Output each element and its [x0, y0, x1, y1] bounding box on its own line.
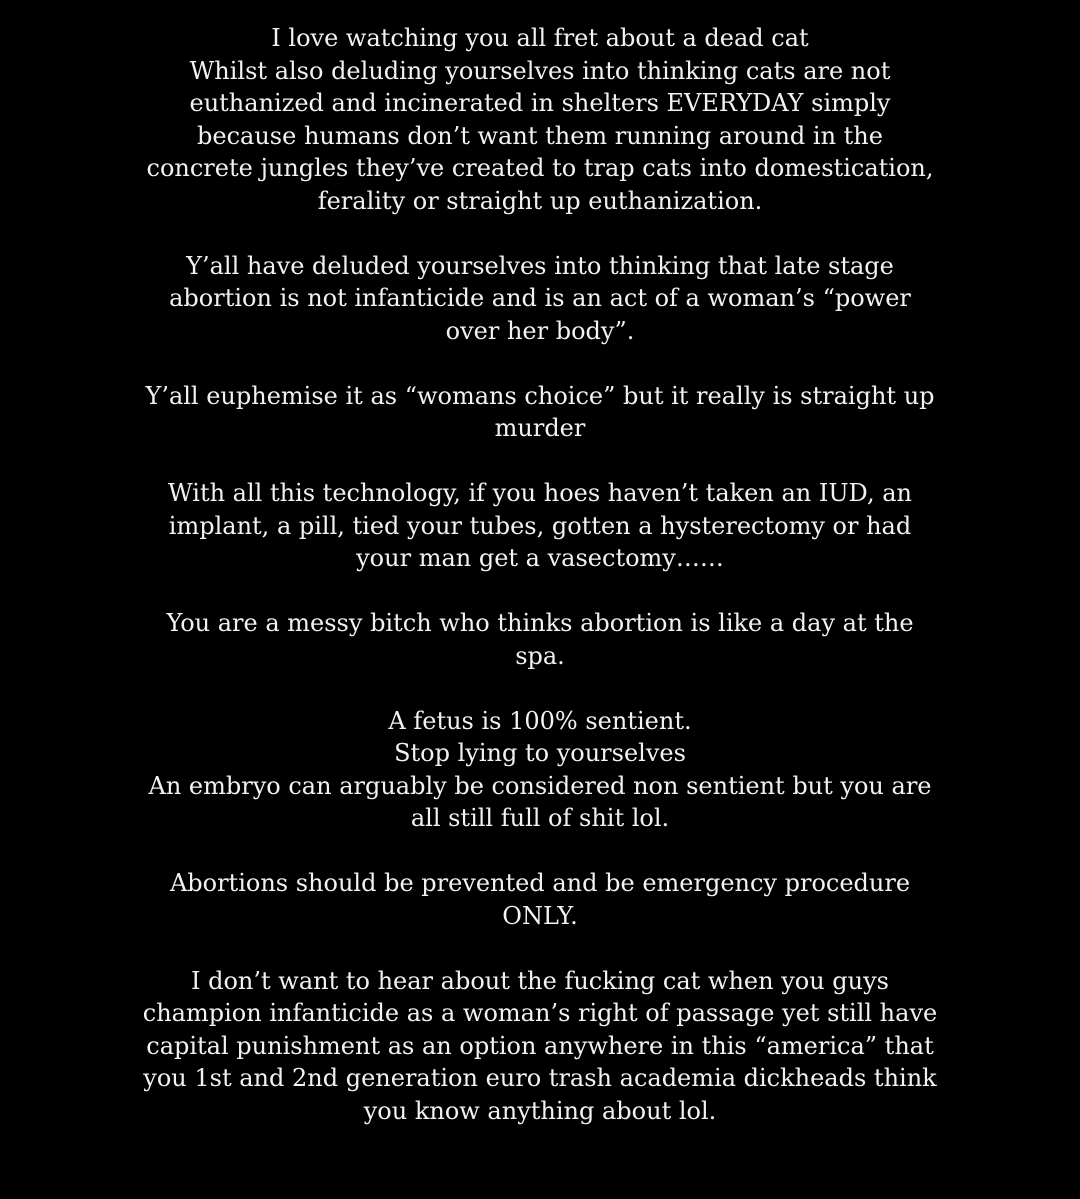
story-paragraph: [140, 867, 940, 932]
story-line: capital punishment as an option anywhere in this “america” that: [146, 1031, 934, 1060]
story-line: abortion is not infanticide and is an act of a woman’s “power: [169, 284, 911, 312]
story-line: champion infanticide as a woman’s right of passage yet still have: [142, 999, 938, 1027]
story-paragraph: [140, 477, 940, 575]
story-paragraph: [140, 380, 940, 445]
story-line: Y’all have deluded yourselves into thinking that late stage: [186, 251, 894, 280]
story-line: euthanized and incinerated in shelters EVERYDAY simply: [189, 89, 891, 117]
story-line: Whilst also deluding yourselves into thinking cats are not: [189, 56, 891, 85]
story-line: ferality or straight up euthanization.: [317, 186, 763, 215]
story-line: spa.: [515, 641, 565, 670]
story-line: your man get a vasectomy……: [356, 544, 724, 572]
story-line: because humans don’t want them running around in the: [197, 121, 883, 150]
story-line: I don’t want to hear about the fucking cat when you guys: [191, 966, 889, 995]
story-line: over her body”.: [445, 316, 635, 345]
story-line: Stop lying to yourselves: [394, 739, 686, 767]
story-line: ONLY.: [502, 901, 578, 930]
story-line: Abortions should be prevented and be emergency procedure: [169, 869, 911, 897]
story-line: you know anything about lol.: [363, 1096, 717, 1125]
story-line: murder: [494, 414, 586, 442]
story-paragraph: [140, 705, 940, 835]
story-line: I love watching you all fret about a dead cat: [271, 24, 809, 52]
story-line: You are a messy bitch who thinks abortion is like a day at the: [166, 609, 914, 637]
story-line: all still full of shit lol.: [410, 804, 670, 832]
story-paragraph: [140, 607, 940, 672]
story-line: With all this technology, if you hoes haven’t taken an IUD, an: [168, 479, 912, 507]
story-paragraph: [140, 22, 940, 217]
story-line: you 1st and 2nd generation euro trash academia dickheads think: [143, 1064, 937, 1092]
story-line: concrete jungles they’ve created to trap cats into domestication,: [146, 154, 934, 182]
story-paragraph: [140, 965, 940, 1128]
story-line: An embryo can arguably be considered non sentient but you are: [148, 771, 932, 800]
story-line: implant, a pill, tied your tubes, gotten a hysterectomy or had: [168, 511, 912, 540]
story-line: A fetus is 100% sentient.: [388, 706, 692, 735]
story-line: Y’all euphemise it as “womans choice” but it really is straight up: [145, 381, 935, 410]
story-text-block: [140, 22, 940, 1127]
story-paragraph: [140, 250, 940, 348]
